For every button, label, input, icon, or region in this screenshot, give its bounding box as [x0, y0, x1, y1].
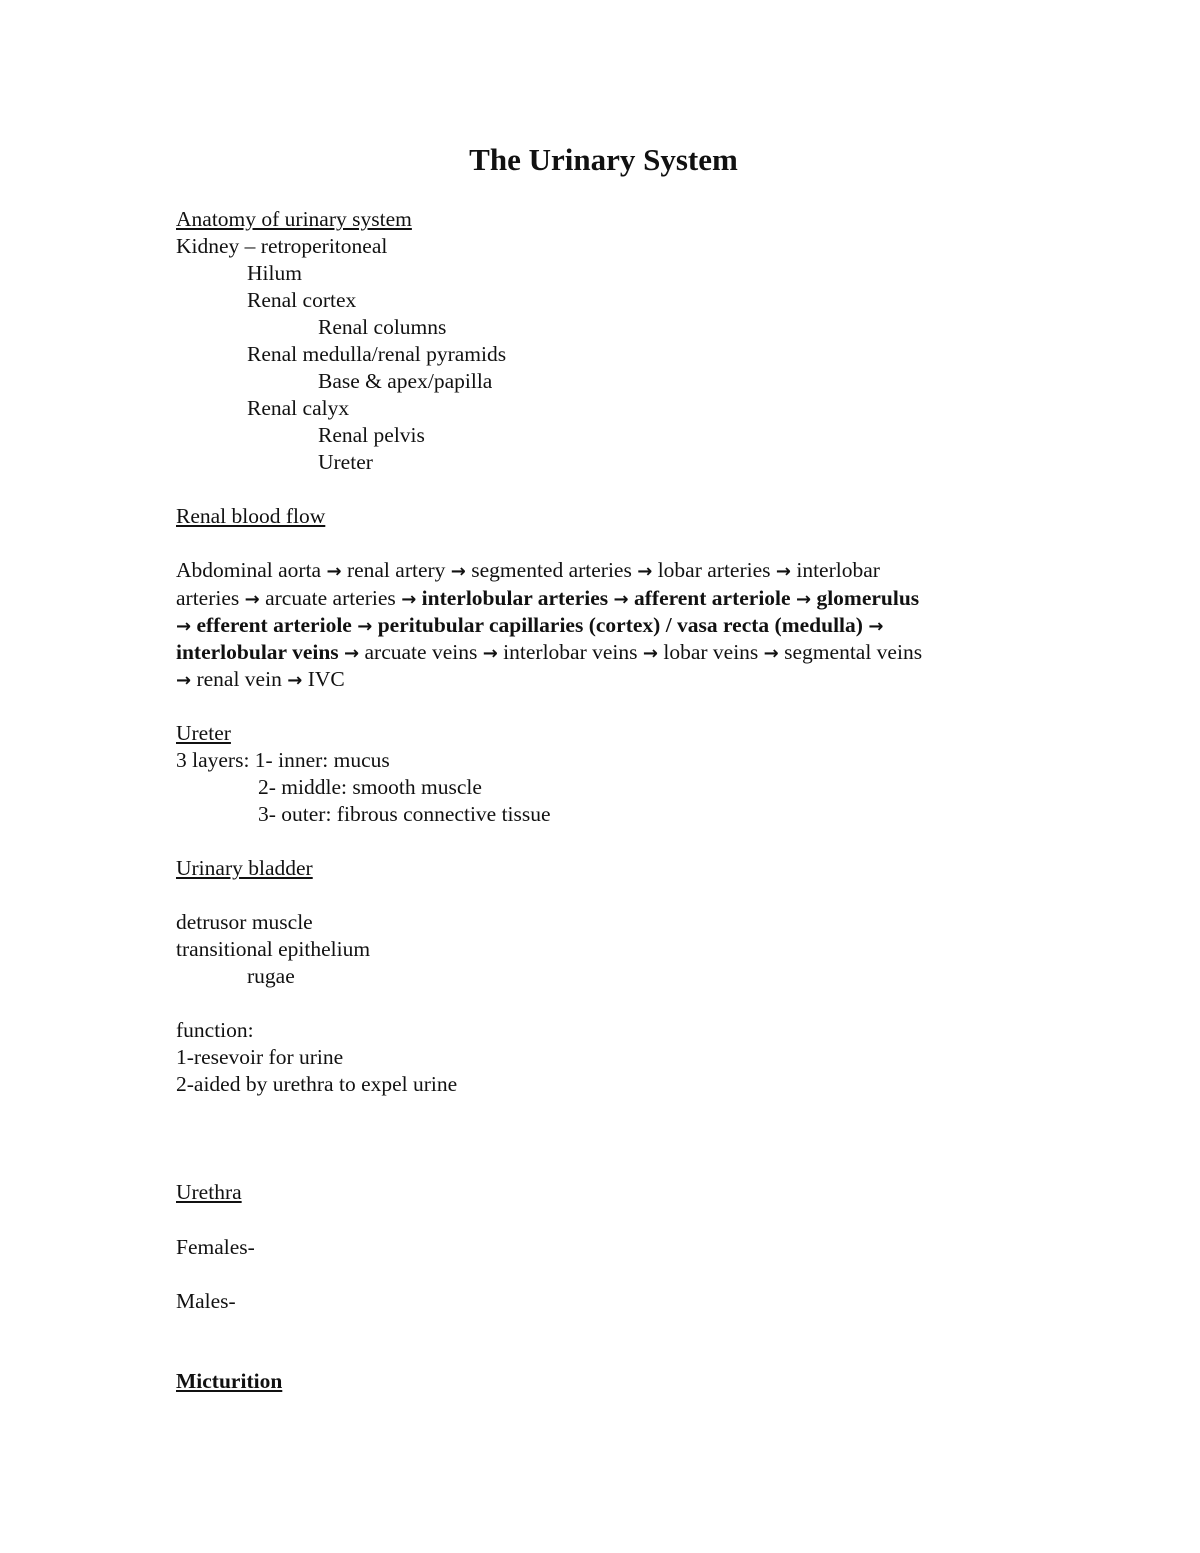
- bladder-heading: Urinary bladder: [176, 856, 313, 880]
- function-item-2: 2-aided by urethra to expel urine: [176, 1072, 458, 1096]
- micturition-heading: Micturition: [176, 1369, 283, 1393]
- flow-step: glomerulus: [816, 586, 920, 610]
- flow-arrow-icon: →: [176, 670, 192, 691]
- renal-calyx-line: Renal calyx: [247, 396, 350, 420]
- ureter-heading: Ureter: [176, 721, 231, 745]
- renal-cortex-line: Renal cortex: [247, 288, 357, 312]
- blood-flow-line-4: [176, 639, 922, 667]
- flow-step: interlobar veins: [503, 640, 638, 664]
- females-line: Females-: [176, 1235, 255, 1259]
- flow-step: renal artery: [346, 558, 446, 582]
- flow-step: arcuate veins: [364, 640, 478, 664]
- document-title: The Urinary System: [469, 142, 738, 177]
- flow-arrow-icon: →: [613, 589, 629, 610]
- males-line: Males-: [176, 1289, 236, 1313]
- flow-arrow-icon: →: [868, 616, 884, 637]
- flow-arrow-icon: →: [775, 561, 791, 582]
- flow-arrow-icon: →: [326, 561, 342, 582]
- flow-step: afferent arteriole: [634, 586, 791, 610]
- flow-arrow-icon: →: [450, 561, 466, 582]
- rugae-line: rugae: [247, 964, 295, 988]
- function-label: function:: [176, 1018, 254, 1042]
- flow-arrow-icon: →: [401, 589, 417, 610]
- flow-arrow-icon: →: [344, 643, 360, 664]
- flow-arrow-icon: →: [244, 589, 260, 610]
- flow-step: segmental veins: [784, 640, 923, 664]
- flow-step: efferent arteriole: [196, 613, 352, 637]
- blood-flow-line-3: [176, 612, 883, 640]
- flow-step: IVC: [307, 667, 345, 691]
- flow-step: peritubular capillaries (cortex) / vasa recta (medulla): [377, 613, 863, 637]
- flow-step: Abdominal aorta: [176, 558, 322, 582]
- flow-step: arcuate arteries: [265, 586, 396, 610]
- renal-pelvis-line: Renal pelvis: [318, 423, 425, 447]
- hilum-line: Hilum: [247, 261, 302, 285]
- flow-arrow-icon: →: [357, 616, 373, 637]
- ureter-sub-line: Ureter: [318, 450, 373, 474]
- flow-arrow-icon: →: [176, 616, 192, 637]
- flow-arrow-icon: →: [637, 561, 653, 582]
- function-item-1: 1-resevoir for urine: [176, 1045, 344, 1069]
- blood-flow-line-1: [176, 557, 880, 585]
- flow-arrow-icon: →: [287, 670, 303, 691]
- flow-step: interlobular veins: [176, 640, 339, 664]
- flow-arrow-icon: →: [642, 643, 658, 664]
- anatomy-heading: Anatomy of urinary system: [176, 207, 412, 231]
- base-apex-line: Base & apex/papilla: [318, 369, 493, 393]
- blood-flow-line-5: [176, 666, 345, 694]
- flow-arrow-icon: →: [763, 643, 779, 664]
- flow-step: lobar arteries: [657, 558, 771, 582]
- detrusor-muscle-line: detrusor muscle: [176, 910, 313, 934]
- flow-step: renal vein: [196, 667, 282, 691]
- flow-step: interlobar: [796, 558, 880, 582]
- ureter-layer-2: 2- middle: smooth muscle: [258, 775, 482, 799]
- flow-step: segmented arteries: [471, 558, 632, 582]
- transitional-epithelium-line: transitional epithelium: [176, 937, 371, 961]
- ureter-layer-1: 3 layers: 1- inner: mucus: [176, 748, 390, 772]
- flow-arrow-icon: →: [795, 589, 812, 610]
- urethra-heading: Urethra: [176, 1180, 242, 1204]
- blood-flow-line-2: [176, 585, 919, 613]
- flow-step: interlobular arteries: [421, 586, 609, 610]
- ureter-layer-3: 3- outer: fibrous connective tissue: [258, 802, 551, 826]
- flow-step: arteries: [176, 586, 240, 610]
- flow-step: lobar veins: [663, 640, 759, 664]
- flow-arrow-icon: →: [482, 643, 498, 664]
- blood-flow-heading: Renal blood flow: [176, 504, 326, 528]
- kidney-line: Kidney – retroperitoneal: [176, 234, 388, 258]
- renal-columns-line: Renal columns: [318, 315, 447, 339]
- renal-medulla-line: Renal medulla/renal pyramids: [247, 342, 507, 366]
